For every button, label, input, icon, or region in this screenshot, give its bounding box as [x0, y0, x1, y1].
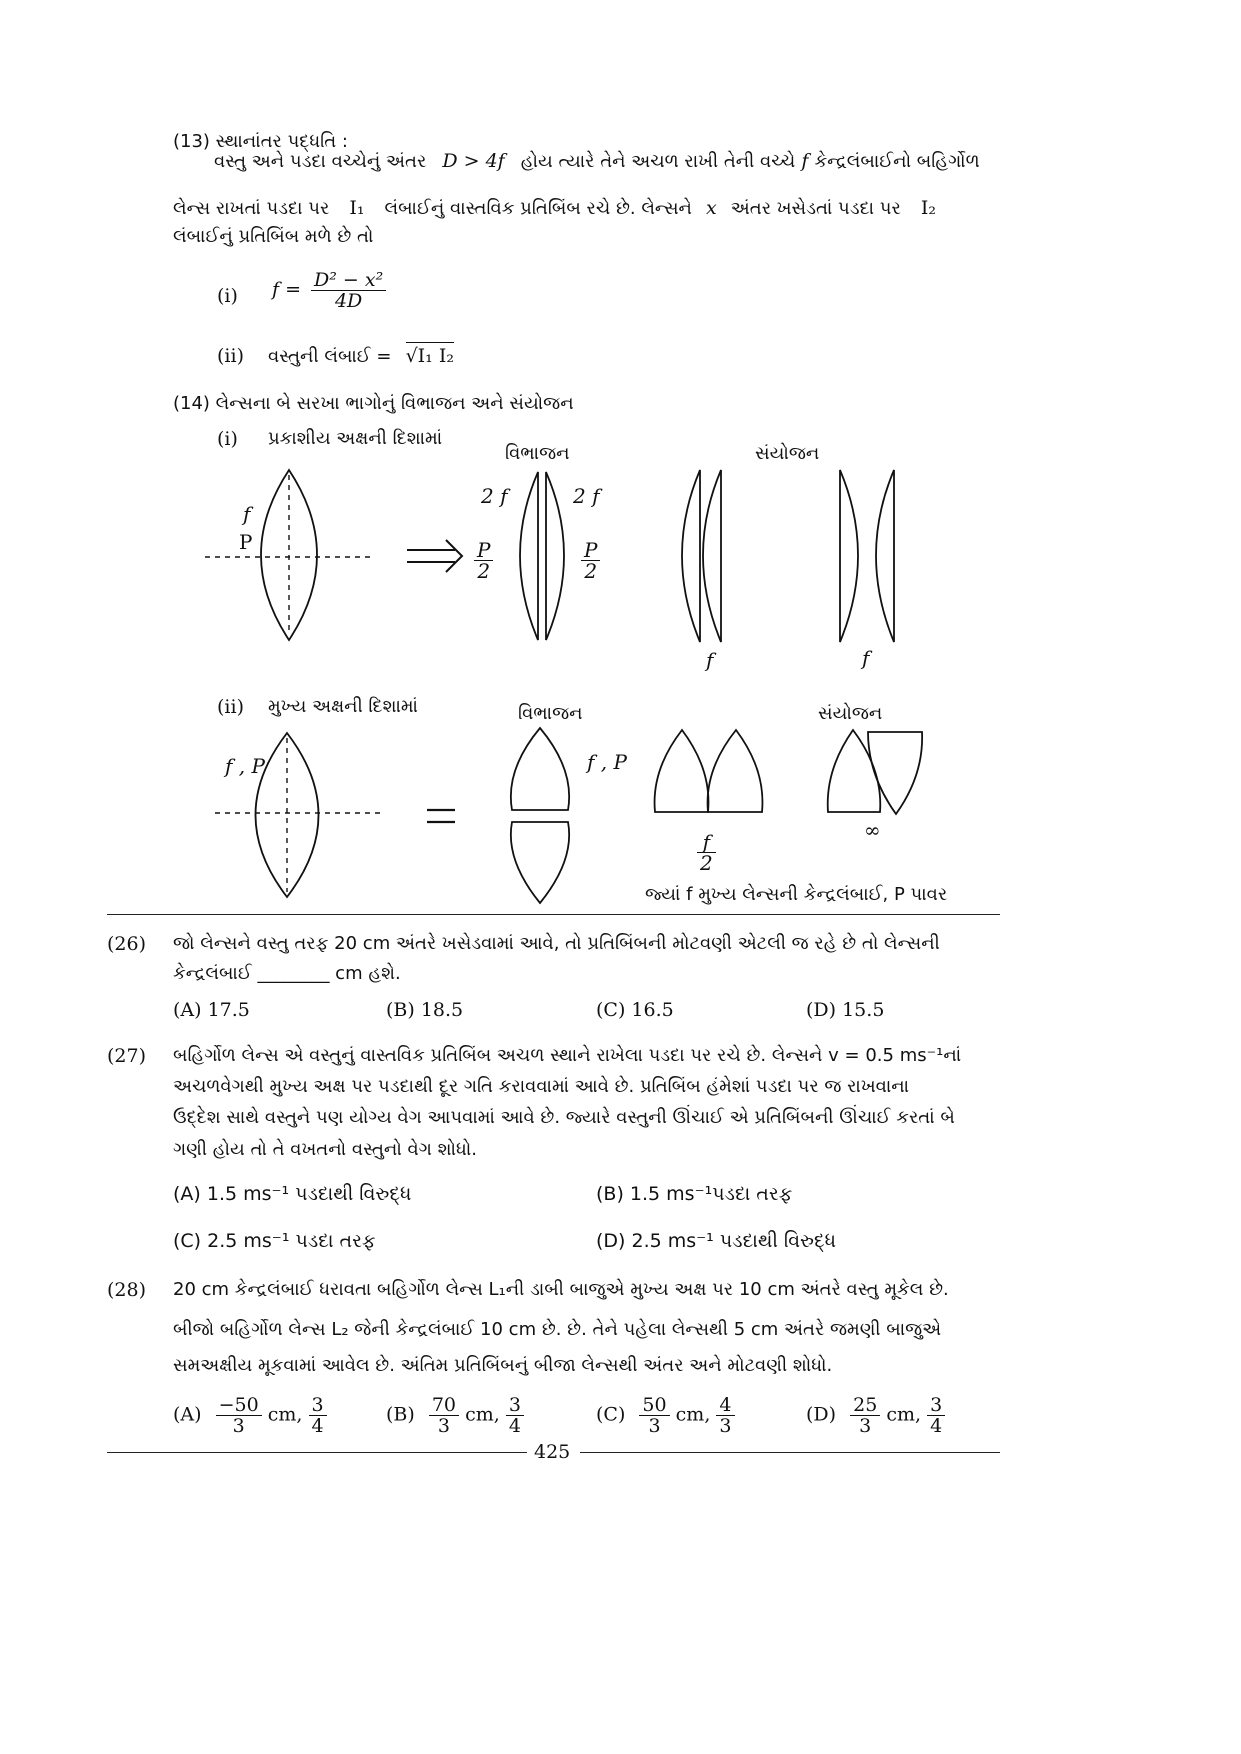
- q26-option-c[interactable]: (C) 16.5: [596, 999, 674, 1021]
- footer-rule-left: [107, 1452, 527, 1453]
- q27-option-d[interactable]: (D) 2.5 ms⁻¹ પડદાથી વિરુદ્ધ: [596, 1230, 837, 1252]
- label-2f-left: 2 f: [481, 484, 508, 508]
- vibhajan-label-2: વિભાજન: [518, 703, 583, 724]
- q27-option-c[interactable]: (C) 2.5 ms⁻¹ પડદા તરફ: [173, 1230, 376, 1252]
- combo-a-left: [682, 470, 700, 642]
- q26-option-b[interactable]: (B) 18.5: [386, 999, 464, 1021]
- q26-number: (26): [107, 933, 147, 955]
- q28-line-1: 20 cm કેન્દ્રલંબાઈ ધરાવતા બહિર્ગોળ લેન્સ L₁ની ડાબી બાજુએ મુખ્ય અક્ષ પર 10 cm અંતરે વસ્તુ મૂકેલ છે.: [173, 1279, 949, 1300]
- q28-option-d[interactable]: (D) $\frac{25}{3}$ cm, $\frac{3}{4}$: [806, 1395, 945, 1436]
- section-14-heading: (14) લેન્સના બે સરખા ભાગોનું વિભાજન અને સંયોજન: [173, 393, 574, 414]
- q27-line-2: અચળવેગથી મુખ્ય અક્ષ પર પડદાથી દૂર ગતિ કરાવવામાં આવે છે. પ્રતિબિંબ હંમેશાં પડદા પર જ રાખવાના: [173, 1076, 910, 1097]
- upper-half-lens: [511, 728, 569, 810]
- q27-line-1: બહિર્ગોળ લેન્સ એ વસ્તુનું વાસ્તવિક પ્રતિબિંબ અચળ સ્થાને રાખેલા પડદા પર રચે છે. લેન્સને v = 0.5 ms⁻¹નાં: [173, 1045, 962, 1066]
- equals-sign: [427, 810, 455, 822]
- sanyojan-label-2: સંયોજન: [818, 703, 883, 724]
- q27-option-a[interactable]: (A) 1.5 ms⁻¹ પડદાથી વિરુદ્ધ: [173, 1183, 412, 1205]
- q27-option-b[interactable]: (B) 1.5 ms⁻¹પડદા તરફ: [596, 1183, 793, 1205]
- item-ii-text: વસ્તુની લંબાઈ = √I₁ I₂: [268, 342, 454, 371]
- section-divider: [107, 914, 1000, 915]
- page-number: 425: [534, 1441, 571, 1463]
- combo-half-1: [655, 730, 709, 812]
- label-f-lens1: f: [243, 502, 251, 526]
- q28-option-b[interactable]: (B) $\frac{70}{3}$ cm, $\frac{3}{4}$: [386, 1395, 524, 1436]
- q27-line-3: ઉદ્દેશ સાથે વસ્તુને પણ યોગ્ય વેગ આપવામાં આવે છે. જ્યારે વસ્તુની ઊંચાઈ એ પ્રતિબિંબની ઊંચાઈ કરતાં બે: [173, 1107, 955, 1128]
- q26-option-d[interactable]: (D) 15.5: [806, 999, 885, 1021]
- vibhajan-label-1: વિભાજન: [505, 443, 570, 464]
- label-fP-half: f , P: [587, 750, 627, 774]
- formula-f: f = $\frac{\text{D² − x²}}{4D}$: [272, 270, 386, 311]
- sec13-line-1: વસ્તુ અને પડદા વચ્ચેનું અંતર D > 4f હોય ત્યારે તેને અચળ રાખી તેની વચ્ચે f કેન્દ્રલંબાઈનો બહિર્ગોળ: [214, 150, 980, 172]
- plano-convex-left: [520, 472, 538, 640]
- q28-line-2: બીજો બહિર્ગોળ લેન્સ L₂ જેની કેન્દ્રલંબાઈ 10 cm છે. છે. તેને પહેલા લેન્સથી 5 cm અંતરે જમણી બાજુએ: [173, 1319, 942, 1340]
- label-2f-right: 2 f: [573, 484, 600, 508]
- formula-fraction: $\frac{\text{D² − x²}}{4D}$: [311, 270, 386, 311]
- label-f-combo-a: f: [706, 648, 714, 672]
- item-ii-label: (ii): [217, 345, 244, 367]
- item-i-label: (i): [217, 285, 238, 307]
- sec13-line-3: લંબાઈનું પ્રતિબિંબ મળે છે તો: [173, 226, 374, 247]
- combo-b-right: [876, 470, 894, 642]
- inequality-d-4f: D > 4f: [442, 150, 505, 172]
- sec13-line-2: લેન્સ રાખતાં પડદા પર I₁ લંબાઈનું વાસ્તવિક પ્રતિબિંબ રચે છે. લેન્સને x અંતર ખસેડતાં પડદા પર I₂: [173, 197, 936, 219]
- label-f-over-2: $\frac{f}{2}$: [697, 832, 716, 873]
- part-i-text: પ્રકાશીય અક્ષની દિશામાં: [268, 428, 443, 449]
- section-13-heading: (13) સ્થાનાંતર પદ્ધતિ :: [173, 131, 348, 152]
- label-infinity: ∞: [864, 818, 881, 842]
- label-f-combo-b: f: [862, 646, 870, 670]
- q28-number: (28): [107, 1279, 147, 1301]
- footer-rule-right: [580, 1452, 1000, 1453]
- label-fP-lens2: f , P: [225, 754, 265, 778]
- combo-half-upright: [828, 730, 881, 812]
- q28-option-a[interactable]: (A) $\frac{-50}{3}$ cm, $\frac{3}{4}$: [173, 1395, 327, 1436]
- sqrt-expression: √I₁ I₂: [406, 342, 454, 367]
- q26-line-2: કેન્દ્રલંબાઈ ________ cm હશે.: [173, 963, 401, 984]
- part-i-label: (i): [217, 428, 238, 450]
- plano-convex-right: [546, 472, 564, 640]
- combo-a-right: [703, 470, 721, 642]
- q28-line-3: સમઅક્ષીય મૂકવામાં આવેલ છે. અંતિમ પ્રતિબિંબનું બીજા લેન્સથી અંતર અને મોટવણી શોધો.: [173, 1355, 833, 1376]
- part-ii-text: મુખ્ય અક્ષની દિશામાં: [268, 696, 418, 717]
- q26-option-a[interactable]: (A) 17.5: [173, 999, 250, 1021]
- lower-half-lens: [511, 822, 569, 903]
- diagram-note: જ્યાં f મુખ્ય લેન્સની કેન્દ્રલંબાઈ, P પાવર: [645, 884, 948, 905]
- part-ii-label: (ii): [217, 696, 244, 718]
- q27-line-4: ગણી હોય તો તે વખતનો વસ્તુનો વેગ શોધો.: [173, 1139, 478, 1160]
- q28-option-c[interactable]: (C) $\frac{50}{3}$ cm, $\frac{4}{3}$: [596, 1395, 735, 1436]
- label-p-half-left: $\frac{P}{2}$: [474, 540, 493, 581]
- label-P-lens1: P: [239, 530, 253, 554]
- sanyojan-label-1: સંયોજન: [755, 443, 820, 464]
- combo-half-2: [708, 730, 763, 812]
- q27-number: (27): [107, 1045, 147, 1067]
- implies-arrow: [407, 540, 462, 572]
- combo-b-left: [840, 470, 858, 642]
- label-p-half-right: $\frac{P}{2}$: [581, 540, 600, 581]
- q26-line-1: જો લેન્સને વસ્તુ તરફ 20 cm અંતરે ખસેડવામાં આવે, તો પ્રતિબિંબની મોટવણી એટલી જ રહે છે તો લેન્સની: [173, 933, 940, 954]
